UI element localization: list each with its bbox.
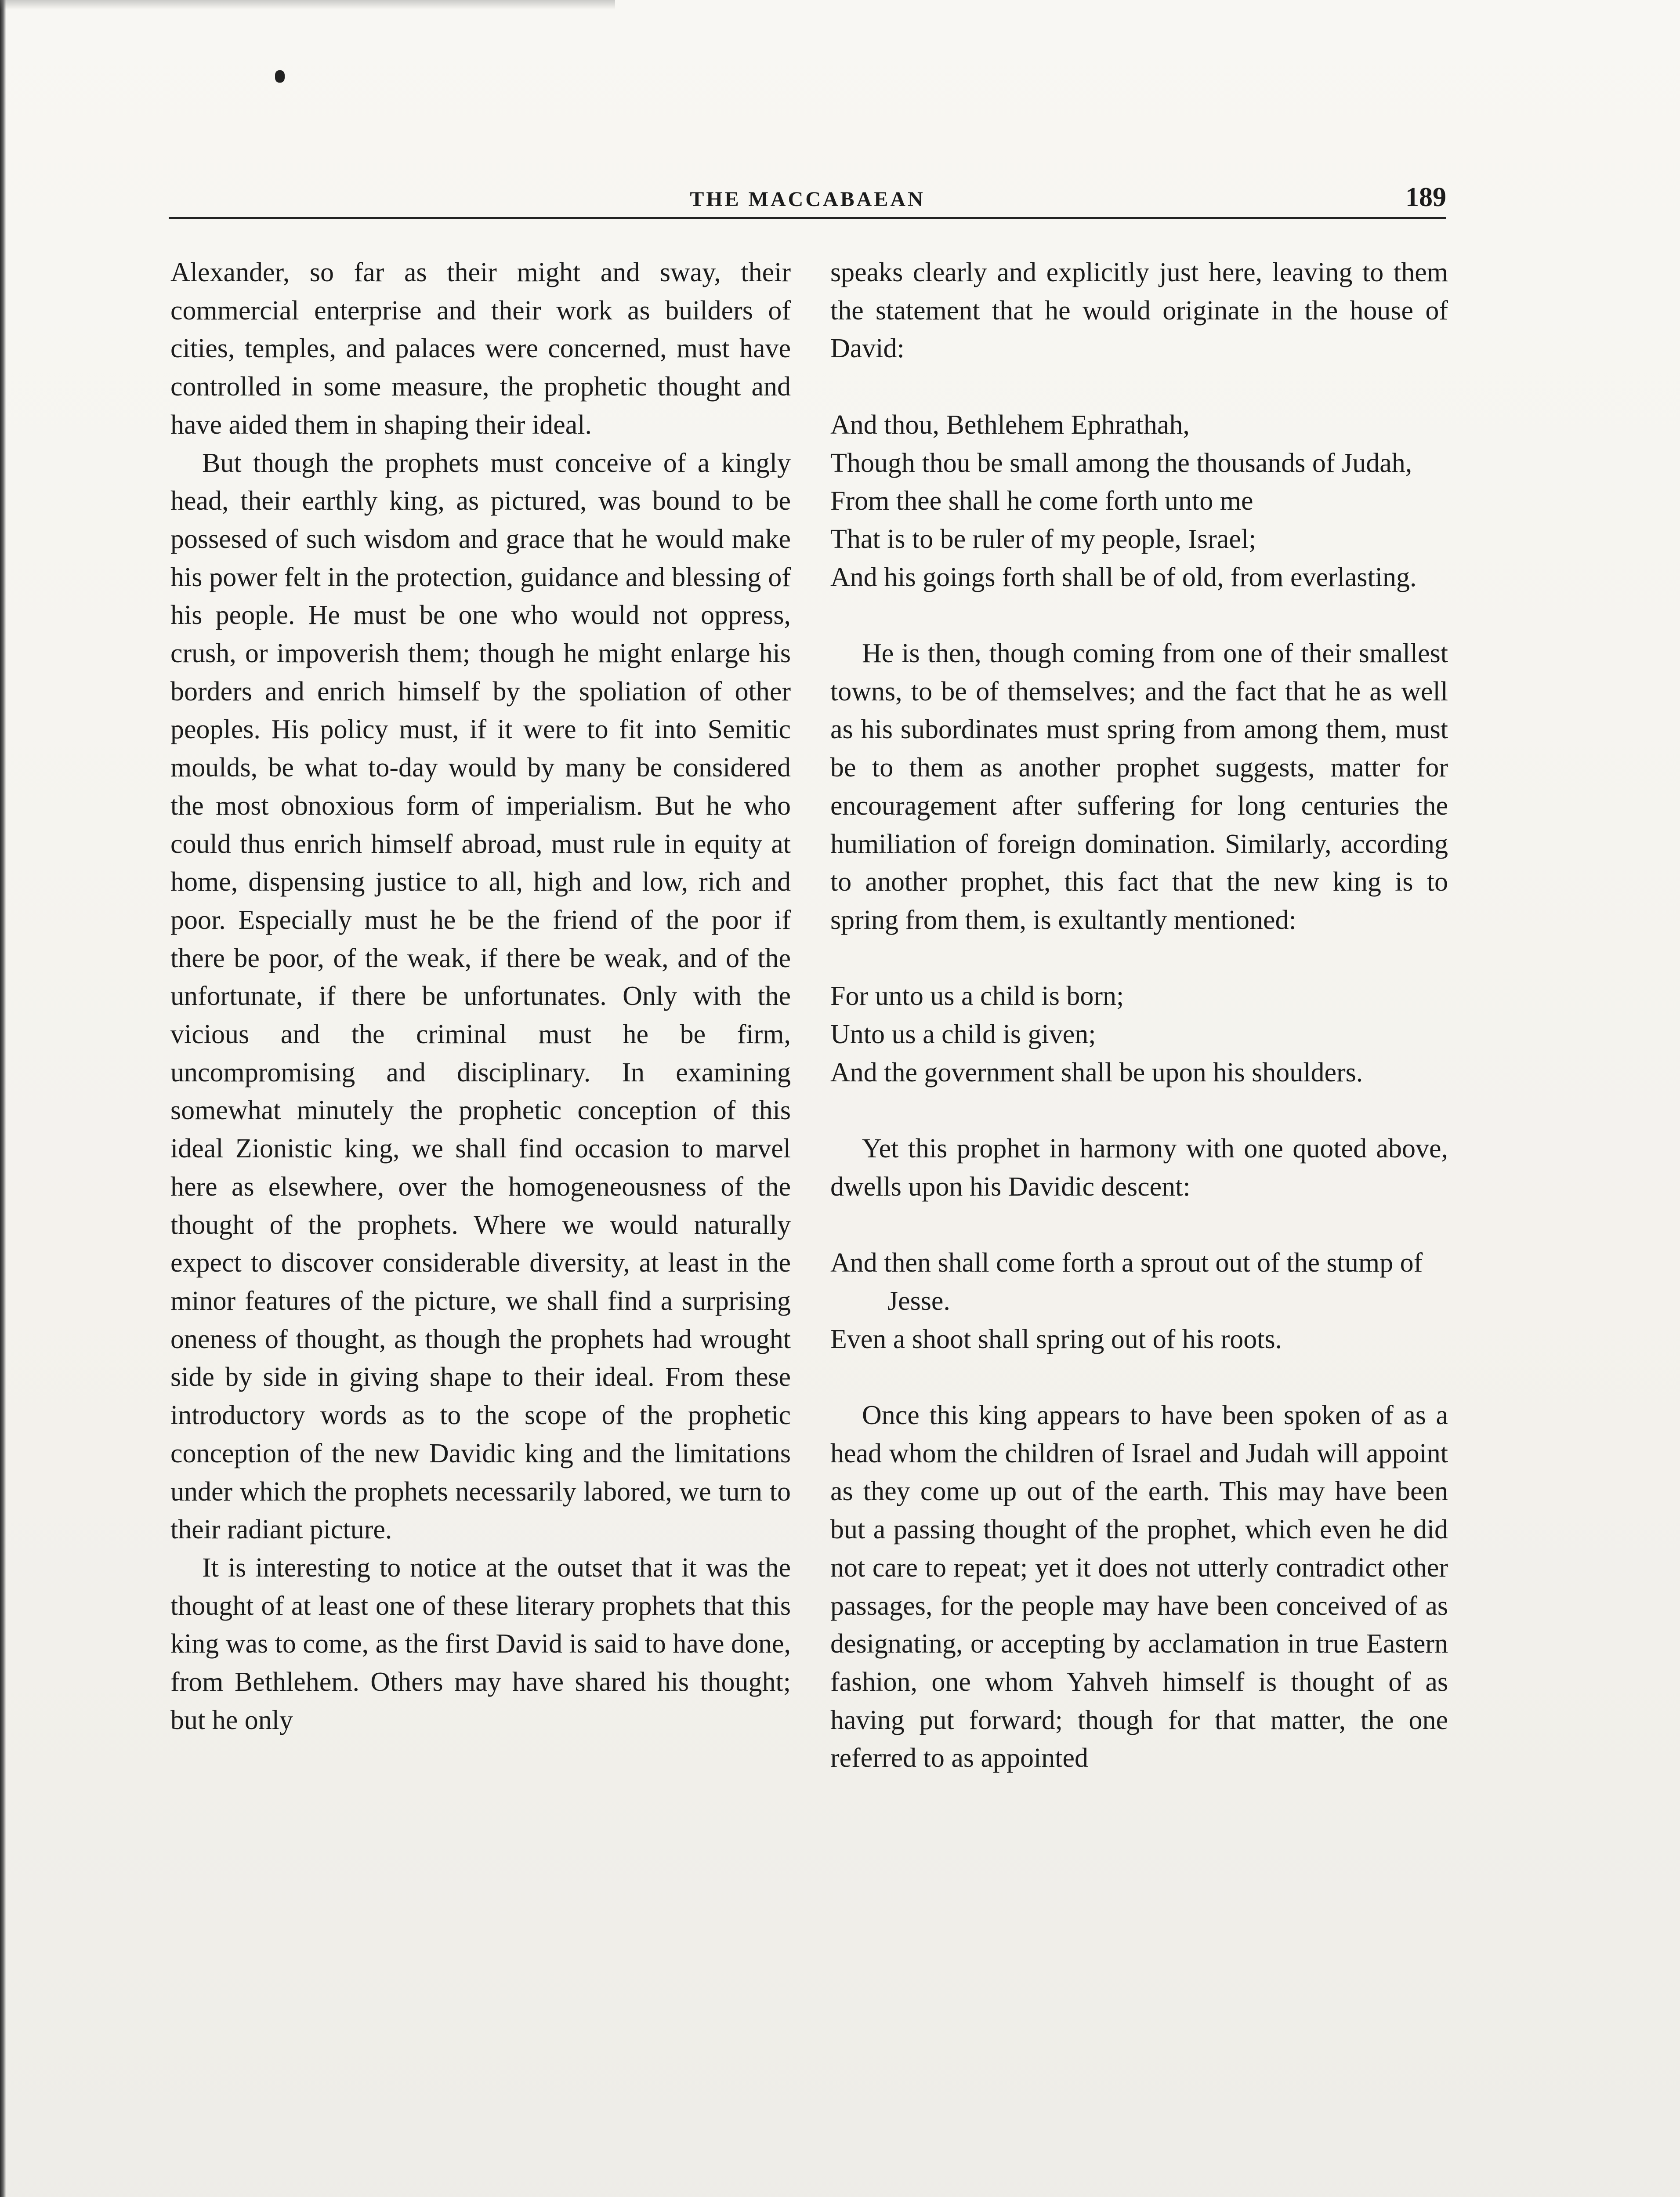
ink-speck [275,70,285,83]
verse-line: And thou, Bethlehem Ephrathah, [830,410,1190,440]
running-title: THE MACCABAEAN [690,188,925,211]
paragraph: Yet this prophet in harmony with one quoted above, dwells upon his Davidic descent: [830,1134,1448,1202]
scan-smudge [0,0,615,10]
verse-quote [830,1244,1448,1358]
verse-line: And his goings forth shall be of old, from everlasting. [830,562,1417,592]
verse-line: For unto us a child is born; [830,981,1124,1011]
right-column [830,254,1448,1777]
paragraph: Alexander, so far as their might and sway, their commercial enterprise and their work as builders of cities, temples, and palaces were concerned, must have controlled in some measure, the prophetic thought and have aided them in shaping their ideal. [170,257,791,440]
verse-line: And the government shall be upon his shoulders. [830,1057,1363,1088]
verse-quote [830,977,1448,1091]
verse-quote [830,406,1448,597]
verse-line: Though thou be small among the thousands of Judah, [830,448,1412,478]
verse-line: From thee shall he come forth unto me [830,486,1253,516]
verse-line: And then shall come forth a sprout out of the stump of Jesse. [830,1248,1423,1316]
paragraph: It is interesting to notice at the outset that it was the thought of at least one of these literary prophets that this king was to come, as the first David is said to have done, from Bethlehem. Others may have shared his thought; but he only [170,1552,791,1735]
paragraph: Once this king appears to have been spoken of as a head whom the children of Israel and Judah will appoint as they come up out of the earth. This may have been but a passing thought of the prophet, which even he did not care to repeat; yet it does not utterly contradict other passages, for the people may have been conceived of as designating, or accepting by acclamation in true Eastern fashion, one whom Yahveh himself is thought of as having put forward; though for that matter, the one referred to as appointed [830,1400,1448,1773]
verse-line: That is to be ruler of my people, Israel; [830,524,1256,554]
verse-line: Unto us a child is given; [830,1019,1096,1050]
left-column [170,254,791,1739]
paragraph: speaks clearly and explicitly just here, leaving to them the statement that he would originate in the house of David: [830,257,1448,364]
paragraph: But though the prophets must conceive of a kingly head, their earthly king, as pictured, was bound to be possesed of such wisdom and grace that he would make his power felt in the protection, guidance and blessing of his people. He must be one who would not oppress, crush, or impoverish them; though he might enlarge his borders and enrich himself by the spoliation of other peoples. His policy must, if it were to fit into Semitic moulds, be what to-day would by many be considered the most obnoxious form of imperialism. But he who could thus enrich himself abroad, must rule in equity at home, dispensing justice to all, high and low, rich and poor. Especially must he be the friend of the poor if there be poor, of the weak, if there be weak, and of the unfortunate, if there be unfortunates. Only with the vicious and the criminal must he be firm, uncompromising and disciplinary. In examining somewhat minutely the prophetic conception of this ideal Zionistic king, we shall find occasion to marvel here as elsewhere, over the homogeneousness of the thought of the prophets. Where we would naturally expect to discover considerable diversity, at least in the minor features of the picture, we shall find a surprising oneness of thought, as though the prophets had wrought side by side in giving shape to their ideal. From these introductory words as to the scope of the prophetic conception of the new Davidic king and the limitations under which the prophets necessarily labored, we turn to their radiant picture. [170,448,791,1545]
verse-line: Even a shoot shall spring out of his roots. [830,1324,1282,1354]
binding-shadow [0,0,6,2197]
running-header [169,184,1446,219]
paragraph: He is then, though coming from one of their smallest towns, to be of themselves; and the fact that he as well as his subordinates must spring from among them, must be to them as another prophet suggests, matter for encouragement after suffering for long centuries the humiliation of foreign domination. Similarly, according to another prophet, this fact that the new king is to spring from them, is exultantly mentioned: [830,638,1448,935]
page-number: 189 [1405,182,1446,212]
